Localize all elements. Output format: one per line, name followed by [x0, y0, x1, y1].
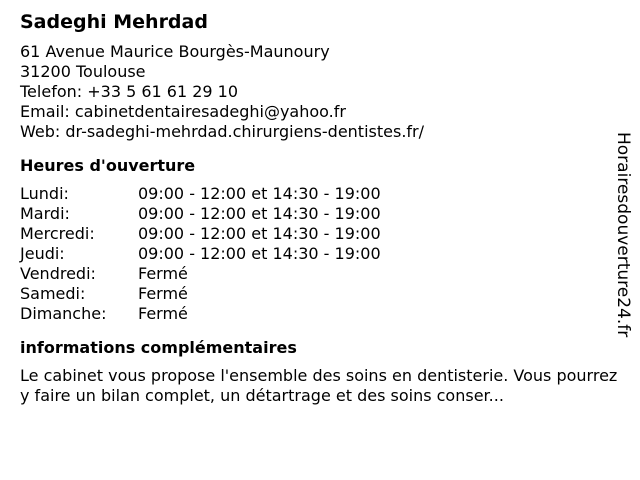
website: Web: dr-sadeghi-mehrdad.chirurgiens-dentistes.fr/: [20, 122, 424, 141]
info-title: informations complémentaires: [20, 338, 297, 357]
time-tuesday: 09:00 - 12:00 et 14:30 - 19:00: [138, 204, 381, 223]
hours-title: Heures d'ouverture: [20, 156, 196, 175]
hours-row-friday: [20, 264, 620, 284]
day-tuesday: Mardi:: [20, 204, 70, 223]
address-line-1: 61 Avenue Maurice Bourgès-Maunoury: [20, 42, 330, 61]
time-monday: 09:00 - 12:00 et 14:30 - 19:00: [138, 184, 381, 203]
day-sunday: Dimanche:: [20, 304, 107, 323]
day-friday: Vendredi:: [20, 264, 96, 283]
address-line-2: 31200 Toulouse: [20, 62, 146, 81]
business-name: Sadeghi Mehrdad: [20, 11, 208, 33]
hours-row-thursday: [20, 244, 620, 264]
site-watermark-label: Horairesdouverture24.fr: [613, 132, 633, 338]
day-saturday: Samedi:: [20, 284, 86, 303]
hours-row-saturday: [20, 284, 620, 304]
hours-row-wednesday: [20, 224, 620, 244]
day-thursday: Jeudi:: [20, 244, 65, 263]
day-monday: Lundi:: [20, 184, 69, 203]
time-sunday: Fermé: [138, 304, 188, 323]
business-card: [20, 10, 620, 406]
time-saturday: Fermé: [138, 284, 188, 303]
hours-row-monday: [20, 184, 620, 204]
time-friday: Fermé: [138, 264, 188, 283]
day-wednesday: Mercredi:: [20, 224, 95, 243]
time-thursday: 09:00 - 12:00 et 14:30 - 19:00: [138, 244, 381, 263]
phone: Telefon: +33 5 61 61 29 10: [20, 82, 239, 101]
info-text: Le cabinet vous propose l'ensemble des soins en dentisterie. Vous pourrez y faire un bilan complet, un détartrage et des soins conser...: [20, 366, 618, 405]
email: Email: cabinetdentairesadeghi@yahoo.fr: [20, 102, 346, 121]
hours-row-sunday: [20, 304, 620, 324]
hours-row-tuesday: [20, 204, 620, 224]
time-wednesday: 09:00 - 12:00 et 14:30 - 19:00: [138, 224, 381, 243]
